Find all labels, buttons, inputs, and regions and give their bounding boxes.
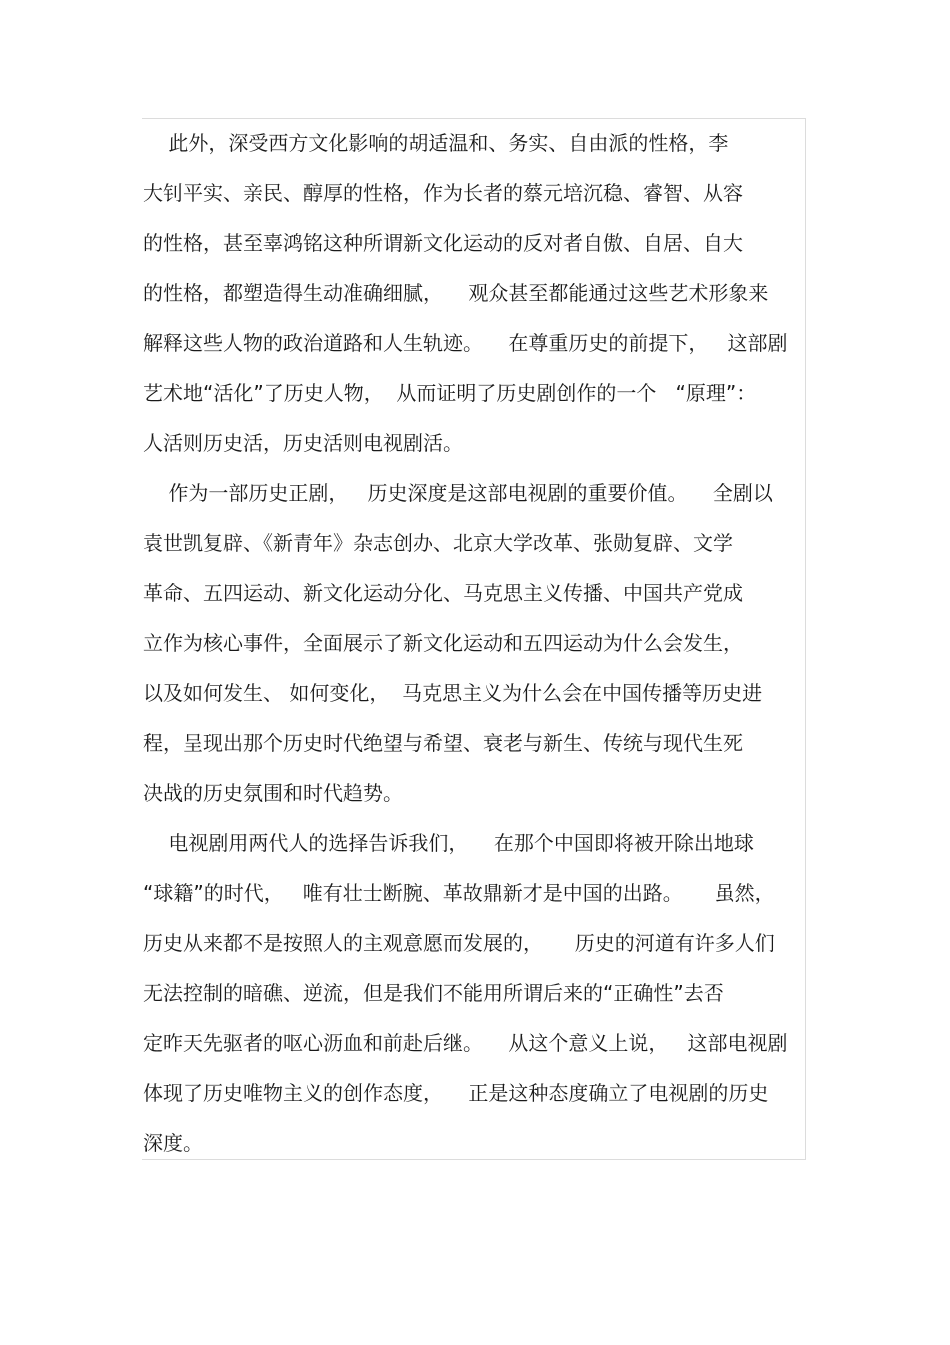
paragraph-line: 人活则历史活，历史活则电视剧活。 — [143, 431, 463, 455]
paragraph-line: 无法控制的暗礁、逆流，但是我们不能用所谓后来的“正确性”去否 — [143, 981, 724, 1005]
document-body — [143, 118, 808, 1168]
paragraph-line: 决战的历史氛围和时代趋势。 — [143, 781, 403, 805]
paragraph-line: 作为一部历史正剧， 历史深度是这部电视剧的重要价值。 全剧以 — [143, 481, 773, 505]
paragraph-line: 深度。 — [143, 1131, 203, 1155]
paragraph-line: 电视剧用两代人的选择告诉我们， 在那个中国即将被开除出地球 — [143, 831, 754, 855]
paragraph-line: 艺术地“活化”了历史人物， 从而证明了历史剧创作的一个 “原理”： — [143, 381, 757, 405]
paragraph-line: 解释这些人物的政治道路和人生轨迹。 在尊重历史的前提下， 这部剧 — [143, 331, 788, 355]
paragraph-line: 此外，深受西方文化影响的胡适温和、务实、自由派的性格，李 — [143, 131, 729, 155]
paragraph-line: 大钊平实、亲民、醇厚的性格，作为长者的蔡元培沉稳、睿智、从容 — [143, 181, 743, 205]
paragraph-line: 程，呈现出那个历史时代绝望与希望、衰老与新生、传统与现代生死 — [143, 731, 743, 755]
paragraph-line: 的性格，甚至辜鸿铭这种所谓新文化运动的反对者自傲、自居、自大 — [143, 231, 743, 255]
paragraph-line: “球籍”的时代， 唯有壮士断腕、革故鼎新才是中国的出路。 虽然， — [143, 881, 775, 905]
paragraph-line: 袁世凯复辟、《新青年》杂志创办、北京大学改革、张勋复辟、文学 — [143, 531, 733, 555]
paragraph-line: 历史从来都不是按照人的主观意愿而发展的， 历史的河道有许多人们 — [143, 931, 775, 955]
paragraph-line: 的性格，都塑造得生动准确细腻， 观众甚至都能通过这些艺术形象来 — [143, 281, 769, 305]
paragraph-line: 革命、五四运动、新文化运动分化、马克思主义传播、中国共产党成 — [143, 581, 743, 605]
paragraph-line: 体现了历史唯物主义的创作态度， 正是这种态度确立了电视剧的历史 — [143, 1081, 769, 1105]
paragraph-line: 定昨天先驱者的呕心沥血和前赴后继。 从这个意义上说， 这部电视剧 — [143, 1031, 788, 1055]
paragraph-line: 立作为核心事件，全面展示了新文化运动和五四运动为什么会发生， — [143, 631, 743, 655]
paragraph-line: 以及如何发生、 如何变化， 马克思主义为什么会在中国传播等历史进 — [143, 681, 763, 705]
